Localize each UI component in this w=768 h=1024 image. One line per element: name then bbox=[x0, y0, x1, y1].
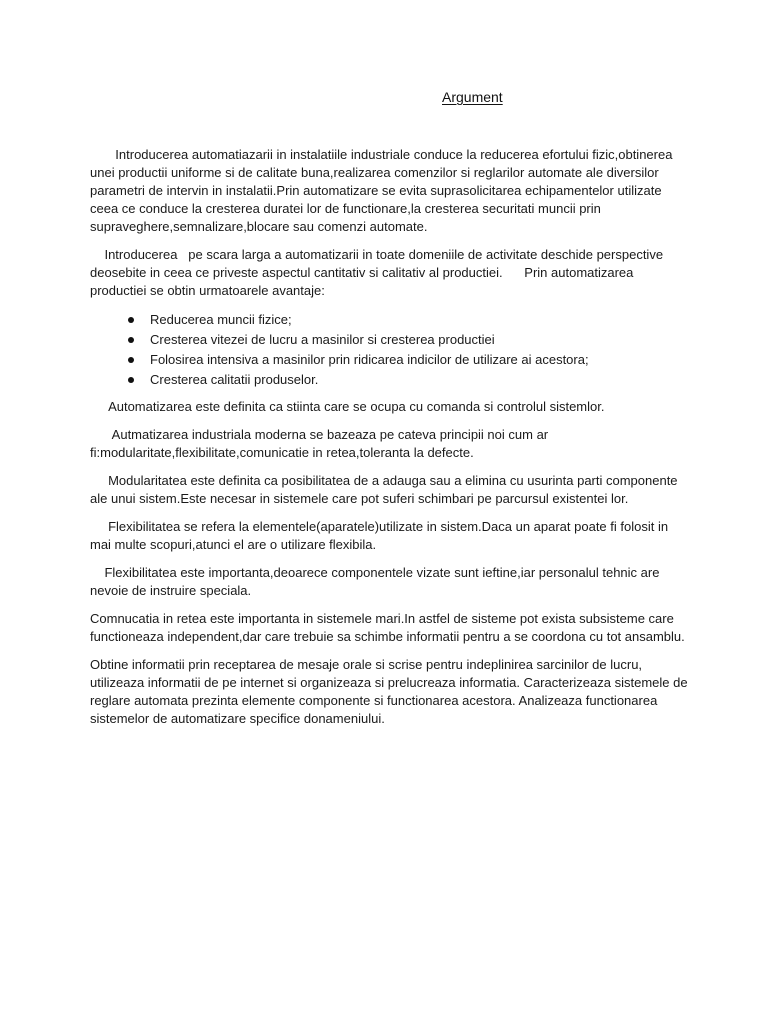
paragraph-flexibility-2: Flexibilitatea este importanta,deoarece componentele vizate sunt ieftine,iar personalul tehnic are nevoie de instruire speciala. bbox=[90, 565, 664, 598]
list-item bbox=[128, 350, 690, 370]
list-item-text: Cresterea calitatii produselor. bbox=[150, 372, 319, 387]
list-item-text: Reducerea muncii fizice; bbox=[150, 312, 292, 327]
paragraph-modularity: Modularitatea este definita ca posibilitatea de a adauga sau a elimina cu usurinta parti componente ale unui sistem.Este necesar in sistemele care pot suferi schimbari pe parcursul existentei lor. bbox=[90, 473, 682, 506]
paragraph-intro-1: Introducerea automatiazarii in instalatiile industriale conduce la reducerea efortului fizic,obtinerea unei productii uniforme si de calitate buna,realizarea comenzilor si reglarilor automate ale diversilor parametri de intervin in instalatii.Prin automatizare se evita suprasolicitarea echipamentelor utilizate ceea ce conduce la cresterea duratei lor de functionare,la cresterea securitati muncii prin supraveghere,semnalizare,blocare sau comenzi automate. bbox=[90, 147, 677, 234]
paragraph-principles: Autmatizarea industriala moderna se bazeaza pe cateva principii noi cum ar fi:modularitate,flexibilitate,comunicatie in retea,toleranta la defecte. bbox=[90, 427, 552, 460]
list-item bbox=[128, 370, 690, 390]
paragraph-intro-2: Introducerea pe scara larga a automatizarii in toate domeniile de activitate deschide perspective deosebite in ceea ce priveste aspectul cantitativ si calitativ al productiei. Prin automatizarea productiei se obtin urmatoarele avantaje: bbox=[90, 247, 667, 298]
bullet-icon bbox=[128, 337, 134, 343]
bullet-icon bbox=[128, 377, 134, 383]
list-item bbox=[128, 330, 690, 350]
advantages-list bbox=[90, 310, 690, 390]
list-item bbox=[128, 310, 690, 330]
bullet-icon bbox=[128, 317, 134, 323]
list-item-text: Cresterea vitezei de lucru a masinilor si cresterea productiei bbox=[150, 332, 495, 347]
paragraph-definition: Automatizarea este definita ca stiinta care se ocupa cu comanda si controlul sistemlor. bbox=[90, 399, 605, 414]
paragraph-network: Comnucatia in retea este importanta in sistemele mari.In astfel de sisteme pot exista subsisteme care functioneaza independent,dar care trebuie sa schimbe informatii pentru a se coordona cu tot ansamblu. bbox=[90, 611, 685, 644]
list-item-text: Folosirea intensiva a masinilor prin ridicarea indicilor de utilizare ai acestora; bbox=[150, 352, 589, 367]
document-body bbox=[90, 146, 690, 738]
paragraph-objectives: Obtine informatii prin receptarea de mesaje orale si scrise pentru indeplinirea sarcinilor de lucru, utilizeaza informatii de pe internet si organizeaza si prelucreaza informatia. Caracterizeaza sistemele de reglare automata prezinta elemente componente si functionarea acestora. Analizeaza functionarea sistemelor de automatizare specifice donameniului. bbox=[90, 657, 692, 726]
bullet-icon bbox=[128, 357, 134, 363]
paragraph-flexibility-1: Flexibilitatea se refera la elementele(aparatele)utilizate in sistem.Daca un aparat poate fi folosit in mai multe scopuri,atunci el are o utilizare flexibila. bbox=[90, 519, 672, 552]
document-title: Argument bbox=[442, 89, 503, 105]
